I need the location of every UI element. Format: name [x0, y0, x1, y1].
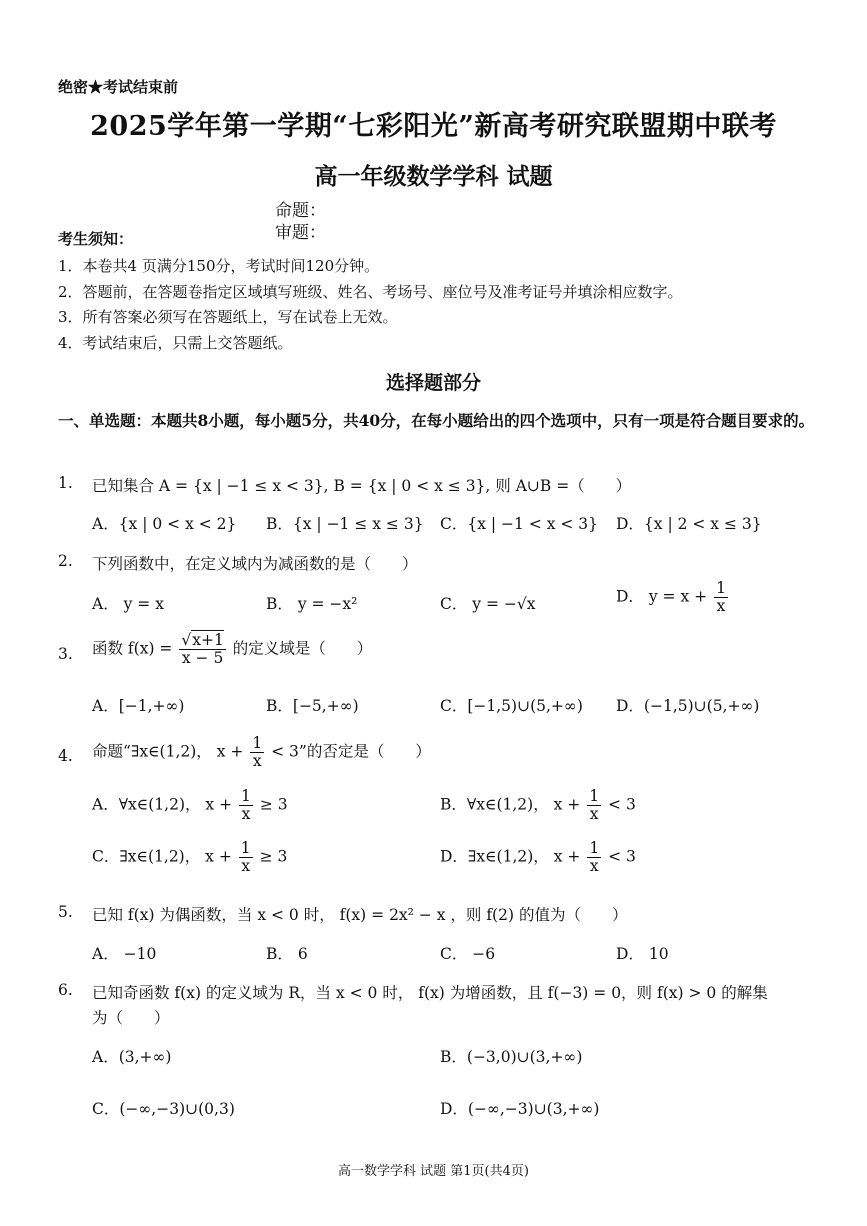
fraction-denominator: x — [589, 805, 599, 823]
question-stem: 下列函数中，在定义域内为减函数的是（ ） — [92, 555, 418, 573]
section-intro: 一、单选题：本题共8小题，每小题5分，共40分，在每小题给出的四个选项中，只有一项是符合题目要求的。 — [58, 411, 815, 430]
option-d: D．(−∞,−3)∪(3,+∞) — [440, 1100, 600, 1118]
question-stem: 已知集合 A = {x | −1 ≤ x < 3}, B = {x | 0 < x ≤ 3}, 则 A∪B =（ ） — [92, 477, 632, 495]
option-d: D．(−1,5)∪(5,+∞) — [616, 697, 760, 715]
fraction-numerator: 1 — [252, 734, 263, 752]
option-tail: ≥ 3 — [259, 847, 288, 866]
option-c: C． y = −√x — [440, 595, 536, 613]
question-number: 5. — [58, 903, 73, 921]
fraction-denominator: x − 5 — [181, 649, 224, 667]
option-a — [92, 788, 288, 823]
option-text: A．∀x∈(1,2)， x + — [92, 795, 233, 814]
stem-suffix: 的定义域是（ ） — [232, 639, 373, 658]
question-number: 4. — [58, 747, 73, 765]
fraction-denominator: x — [716, 597, 726, 615]
exam-title: 2025学年第一学期“七彩阳光”新高考研究联盟期中联考 — [90, 111, 777, 142]
fraction-numerator: 1 — [589, 787, 600, 805]
fraction — [239, 788, 253, 823]
notice-item: 2．答题前，在答题卷指定区域填写班级、姓名、考场号、座位号及准考证号并填涂相应数字。 — [58, 283, 683, 301]
section-title: 选择题部分 — [385, 372, 481, 394]
option-a: A．[−1,+∞) — [92, 697, 185, 715]
option-b: B．[−5,+∞) — [266, 697, 359, 715]
option-d: D． 10 — [616, 945, 669, 963]
question-stem — [92, 735, 431, 770]
option-d — [440, 840, 636, 875]
option-d: D．{x | 2 < x ≤ 3} — [616, 515, 762, 533]
exam-subtitle: 高一年级数学学科 试题 — [314, 163, 553, 190]
option-b: B． y = −x² — [266, 595, 358, 613]
fraction-numerator: 1 — [240, 839, 251, 857]
author-label: 命题： — [275, 201, 326, 221]
fraction — [179, 632, 225, 667]
option-c: C．[−1,5)∪(5,+∞) — [440, 697, 583, 715]
stem-suffix: < 3”的否定是（ ） — [271, 742, 431, 761]
option-text: B．∀x∈(1,2)， x + — [440, 795, 581, 814]
option-b — [440, 788, 636, 823]
question-stem-continued: 为（ ） — [92, 1009, 170, 1027]
fraction-numerator: 1 — [716, 579, 726, 597]
sqrt-radicand: x+1 — [192, 631, 224, 649]
option-a: A． −10 — [92, 945, 157, 963]
option-c — [92, 840, 287, 875]
question-number: 2. — [58, 552, 73, 570]
option-text: D．∃x∈(1,2)， x + — [440, 847, 581, 866]
notice-heading: 考生须知： — [58, 230, 134, 248]
option-d-label: D． — [616, 587, 644, 606]
question-number: 3. — [58, 645, 73, 663]
option-c: C．{x | −1 < x < 3} — [440, 515, 599, 533]
secret-label: 绝密★考试结束前 — [58, 78, 179, 96]
option-b: B．(−3,0)∪(3,+∞) — [440, 1048, 583, 1066]
notice-item: 4．考试结束后，只需上交答题纸。 — [58, 334, 293, 352]
fraction — [250, 735, 264, 770]
fraction-numerator: √x+1 — [181, 631, 224, 649]
fraction — [587, 788, 601, 823]
option-a: A． y = x — [92, 595, 164, 613]
option-a: A．{x | 0 < x < 2} — [92, 515, 237, 533]
page-footer: 高一数学学科 试题 第1页(共4页) — [338, 1164, 529, 1179]
fraction-numerator: 1 — [589, 839, 600, 857]
option-b: B．{x | −1 ≤ x ≤ 3} — [266, 515, 424, 533]
option-b: B． 6 — [266, 945, 308, 963]
fraction-denominator: x — [589, 857, 599, 875]
question-number: 1. — [58, 474, 73, 492]
option-text: C．∃x∈(1,2)， x + — [92, 847, 232, 866]
notice-item: 1．本卷共4 页满分150分，考试时间120分钟。 — [58, 257, 380, 275]
notice-item: 3．所有答案必须写在答题纸上，写在试卷上无效。 — [58, 308, 398, 326]
reviewer-label: 审题： — [275, 223, 326, 243]
fraction — [239, 840, 253, 875]
fraction-numerator: 1 — [241, 787, 251, 805]
question-stem: 已知 f(x) 为偶函数，当 x < 0 时， f(x) = 2x² − x ，则 f(2) 的值为（ ） — [92, 906, 628, 924]
question-stem: 已知奇函数 f(x) 的定义域为 R，当 x < 0 时， f(x) 为增函数，且 f(−3) = 0，则 f(x) > 0 的解集 — [92, 984, 768, 1002]
question-stem — [92, 632, 372, 667]
option-d — [616, 580, 730, 615]
option-tail: < 3 — [608, 847, 636, 866]
fraction-denominator: x — [241, 805, 251, 823]
option-tail: ≥ 3 — [259, 795, 288, 814]
option-c: C．(−∞,−3)∪(0,3) — [92, 1100, 235, 1118]
option-tail: < 3 — [608, 795, 636, 814]
option-d-expr: y = x + — [648, 587, 708, 606]
fraction — [587, 840, 601, 875]
stem-prefix: 函数 f(x) = — [92, 639, 173, 658]
fraction — [714, 580, 728, 615]
stem-prefix: 命题“∃x∈(1,2)， x + — [92, 742, 244, 761]
fraction-denominator: x — [252, 752, 262, 770]
option-c: C． −6 — [440, 945, 496, 963]
option-a: A．(3,+∞) — [92, 1048, 172, 1066]
question-number: 6. — [58, 981, 73, 999]
fraction-denominator: x — [241, 857, 251, 875]
